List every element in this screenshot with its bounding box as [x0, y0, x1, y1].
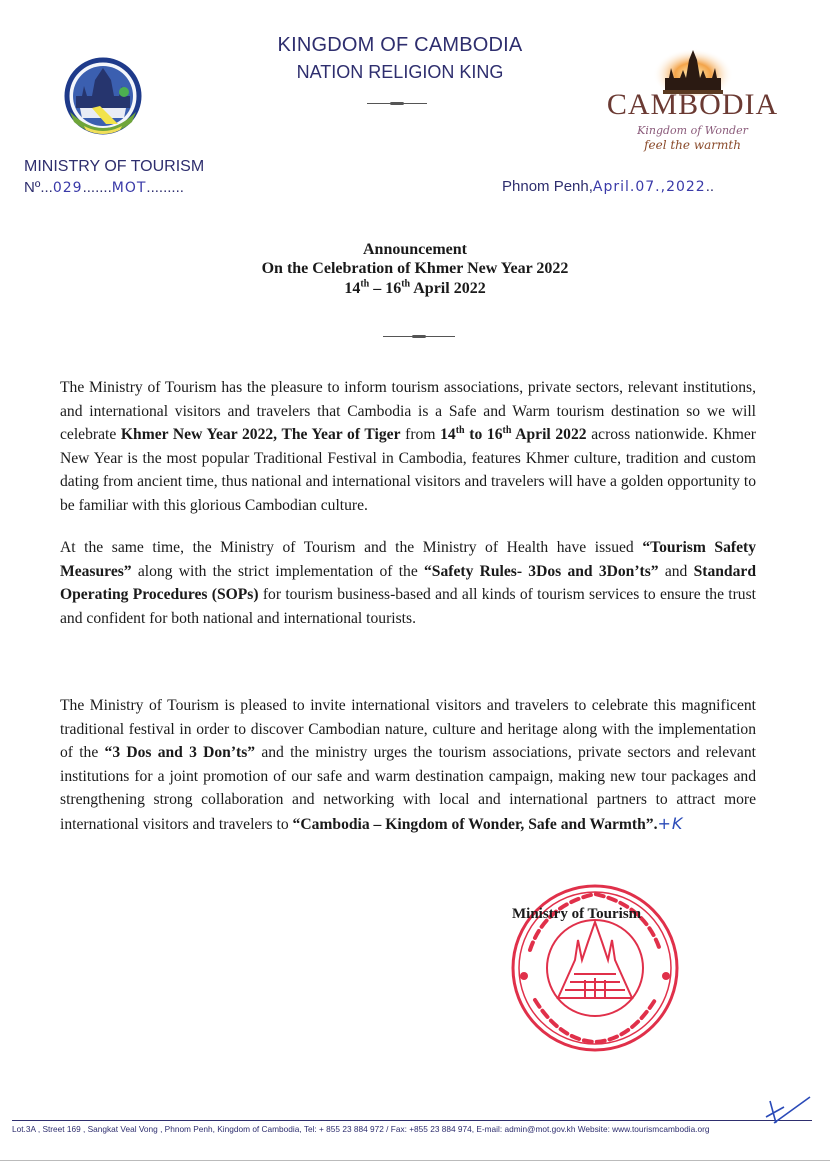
ordinal-suffix: th — [502, 424, 512, 436]
bold-text-run: to 16 — [464, 426, 503, 443]
footer-divider — [12, 1120, 812, 1121]
brand-tagline-wonder: Kingdom of Wonder — [637, 124, 748, 137]
announcement-title: Announcement — [362, 241, 467, 258]
reference-number: Nº...029.......MOT......... — [24, 179, 184, 196]
bold-text-run: 14 — [440, 426, 456, 443]
ref-code-handwritten: MOT — [111, 180, 147, 196]
text-run: for tourism business-based and all kinds of tourism services to ensure the trust and confident for both national and international tourists. — [60, 586, 757, 627]
text-run: across nationwide. Khmer New Year is the most popular Traditional Festival in Cambodia, features Khmer culture, tradition and custom dating from ancient time, thus national and international visitors and travelers will have a golden opportunity to be familiar with this glorious Cambodian culture. — [60, 426, 756, 514]
footer-contact-info: Lot.3A , Street 169 , Sangkat Veal Vong , Phnom Penh, Kingdom of Cambodia, Tel: + 855 23 884 972 / Fax: +855 23 884 974, E-mail: admin@mot.gov.kh Website: www.tourismcambodia.org — [12, 1124, 710, 1134]
text-run: and the ministry urges the tourism associations, private sectors and relevant institutions for a joint promotion of our safe and warm destination campaign, making new tour packages and strengthening strong collaboration and networking with local and international partners to attract more international visitors and travelers to — [60, 744, 756, 833]
body-paragraph-1 — [60, 376, 756, 517]
bold-text-run: Khmer New Year 2022, The Year of Tiger — [120, 426, 401, 443]
bold-text-run: “Tourism Safety Measures” — [60, 539, 757, 580]
ordinal-suffix: th — [455, 424, 465, 436]
kingdom-heading: KINGDOM OF CAMBODIA — [277, 34, 523, 56]
text-run: The Ministry of Tourism is pleased to invite international visitors and travelers to celebrate this magnificent traditional festival in order to discover Cambodian nature, culture and heritage along with the implementation of the — [60, 697, 756, 761]
signatory-label: Ministry of Tourism — [512, 906, 642, 922]
handwritten-initial-mark — [760, 1093, 820, 1138]
ministry-of-tourism-logo — [62, 56, 144, 140]
date-handwritten: April.07.,2022 — [592, 179, 706, 195]
ordinal-suffix: th — [401, 278, 411, 290]
text-run: from — [400, 426, 441, 443]
text-run: and — [658, 562, 694, 580]
place-label: Phnom Penh, — [502, 178, 593, 195]
text-run: At the same time, the Ministry of Tourism and the Ministry of Health have issued — [60, 539, 643, 556]
brand-tagline-warmth: feel the warmth — [644, 138, 741, 152]
text-run: The Ministry of Tourism has the pleasure to inform tourism associations, private sectors, relevant institutions, and international visitors and travelers that Cambodia is a Safe and Warm tourism destination so we will celebrate — [60, 379, 756, 443]
motto-heading: NATION RELIGION KING — [296, 62, 504, 82]
date-month-year: April 2022 — [410, 280, 486, 297]
header-ornament-divider — [367, 103, 427, 104]
place-and-date: Phnom Penh,April.07.,2022.. — [502, 178, 715, 195]
announcement-subtitle: On the Celebration of Khmer New Year 2022 — [261, 260, 569, 277]
body-paragraph-3 — [60, 694, 756, 836]
handwritten-initials: +K — [657, 813, 684, 833]
bold-text-run: “Safety Rules- 3Dos and 3Don’ts” — [424, 562, 659, 580]
bold-text-run: April 2022 — [511, 426, 587, 443]
page-bottom-edge — [0, 1160, 830, 1161]
cambodia-kingdom-of-wonder-logo — [605, 46, 780, 156]
bold-text-run: “Cambodia – Kingdom of Wonder, Safe and Warmth”. — [292, 815, 658, 833]
ref-number-handwritten: 029 — [52, 180, 83, 196]
body-paragraph-2 — [60, 536, 756, 630]
bold-text-run: “3 Dos and 3 Don’ts” — [104, 744, 256, 761]
announcement-dates — [0, 280, 830, 298]
date-start: 14 — [344, 280, 361, 297]
title-ornament-divider — [383, 336, 455, 337]
bold-text-run: Standard Operating Procedures (SOPs) — [60, 562, 756, 603]
text-run: along with the strict implementation of the — [131, 562, 424, 580]
ref-prefix: Nº — [24, 179, 41, 196]
brand-name: CAMBODIA — [606, 88, 779, 121]
date-end: – 16 — [369, 280, 402, 297]
ministry-name: MINISTRY OF TOURISM — [24, 158, 205, 175]
ordinal-suffix: th — [360, 278, 370, 290]
